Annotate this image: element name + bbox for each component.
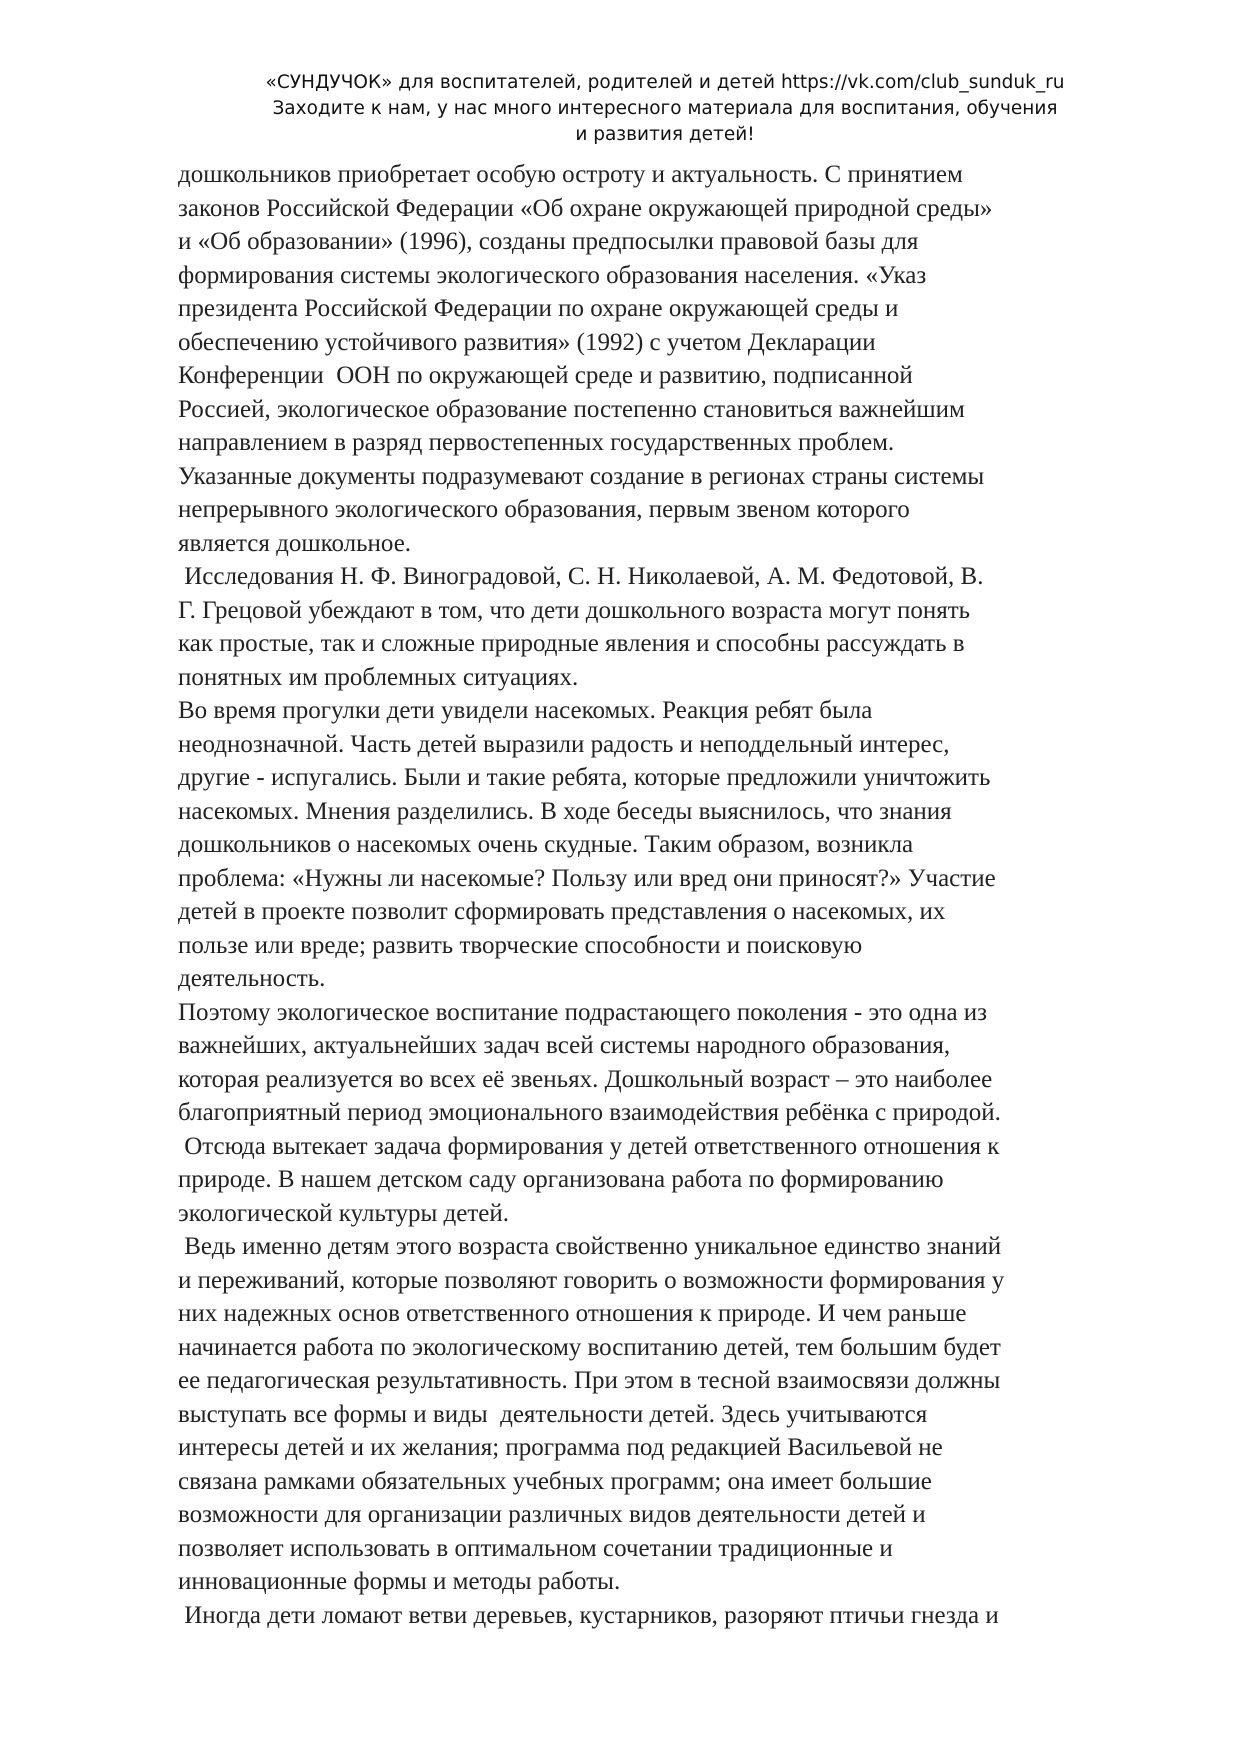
text-line: них надежных основ ответственного отношения к природе. И чем раньше bbox=[178, 1300, 967, 1327]
text-line: другие - испугались. Были и такие ребята, которые предложили уничтожить bbox=[178, 764, 991, 791]
text-line: и переживаний, которые позволяют говорить о возможности формирования у bbox=[178, 1266, 1005, 1294]
text-line: Г. Грецовой убеждают в том, что дети дошкольного возраста могут понять bbox=[178, 596, 971, 624]
text-line: детей в проекте позволит сформировать представления о насекомых, их bbox=[178, 898, 946, 925]
header-line-2: Заходите к нам, у нас много интересного материала для воспитания, обучения bbox=[272, 98, 1058, 119]
text-line: является дошкольное. bbox=[178, 529, 412, 557]
text-line: президента Российской Федерации по охране окружающей среды и bbox=[178, 295, 899, 322]
text-line: Иногда дети ломают ветви деревьев, кустарников, разоряют птичьи гнезда и bbox=[178, 1601, 999, 1629]
text-line: Поэтому экологическое воспитание подрастающего поколения - это одна из bbox=[178, 998, 988, 1026]
text-line: Указанные документы подразумевают создание в регионах страны системы bbox=[178, 462, 985, 490]
text-line: благоприятный период эмоционального взаимодействия ребёнка с природой. bbox=[178, 1099, 1001, 1126]
text-line: Отсюда вытекает задача формирования у детей ответственного отношения к bbox=[178, 1132, 1000, 1160]
text-line: обеспечению устойчивого развития» (1992) с учетом Декларации bbox=[178, 328, 876, 356]
text-line: выступать все формы и виды деятельности детей. Здесь учитываются bbox=[178, 1400, 928, 1428]
header-line-3: и развития детей! bbox=[575, 124, 755, 145]
text-line: пользе или вреде; развить творческие способности и поисковую bbox=[178, 931, 863, 959]
text-line: связана рамками обязательных учебных программ; она имеет большие bbox=[178, 1467, 932, 1495]
text-line: позволяет использовать в оптимальном сочетании традиционные и bbox=[178, 1534, 893, 1562]
text-line: возможности для организации различных видов деятельности детей и bbox=[178, 1501, 926, 1528]
text-line: направлением в разряд первостепенных государственных проблем. bbox=[178, 429, 895, 456]
text-line: насекомых. Мнения разделились. В ходе беседы выяснилось, что знания bbox=[178, 797, 952, 825]
text-line: важнейших, актуальнейших задач всей системы народного образования, bbox=[178, 1032, 951, 1059]
text-line: Ведь именно детям этого возраста свойственно уникальное единство знаний bbox=[178, 1233, 1002, 1260]
page-header bbox=[230, 70, 1100, 148]
text-line: дошкольников о насекомых очень скудные. Таким образом, возникла bbox=[178, 831, 914, 858]
text-line: непрерывного экологического образования, первым звеном которого bbox=[178, 496, 910, 523]
text-line: понятных им проблемных ситуациях. bbox=[178, 663, 579, 691]
text-line: Конференции ООН по окружающей среде и развитию, подписанной bbox=[178, 362, 913, 389]
text-line: деятельность. bbox=[178, 965, 326, 992]
text-line: и «Об образовании» (1996), созданы предпосылки правовой базы для bbox=[178, 228, 919, 255]
header-line-1: «СУНДУЧОК» для воспитателей, родителей и детей https://vk.com/club_sunduk_ru bbox=[265, 72, 1065, 93]
text-line: природе. В нашем детском саду организована работа по формированию bbox=[178, 1166, 944, 1193]
text-line: как простые, так и сложные природные явления и способны рассуждать в bbox=[178, 630, 965, 657]
text-line: Исследования Н. Ф. Виноградовой, С. Н. Николаевой, А. М. Федотовой, В. bbox=[178, 563, 984, 590]
text-line: экологической культуры детей. bbox=[178, 1199, 510, 1227]
text-line: интересы детей и их желания; программа под редакцией Васильевой не bbox=[178, 1434, 943, 1461]
text-line: инновационные формы и методы работы. bbox=[178, 1568, 621, 1595]
text-line: Во время прогулки дети увидели насекомых. Реакция ребят была bbox=[178, 697, 873, 724]
text-line: законов Российской Федерации «Об охране окружающей природной среды» bbox=[178, 194, 993, 222]
text-line: начинается работа по экологическому воспитанию детей, тем большим будет bbox=[178, 1333, 1001, 1361]
text-line: неоднозначной. Часть детей выразили радость и неподдельный интерес, bbox=[178, 730, 950, 758]
text-line: дошкольников приобретает особую остроту и актуальность. С принятием bbox=[178, 161, 963, 188]
text-line: проблема: «Нужны ли насекомые? Пользу или вред они приносят?» Участие bbox=[178, 864, 996, 892]
text-line: ее педагогическая результативность. При этом в тесной взаимосвязи должны bbox=[178, 1367, 1001, 1394]
text-line: формирования системы экологического образования населения. «Указ bbox=[178, 261, 927, 289]
text-line: Россией, экологическое образование постепенно становиться важнейшим bbox=[178, 395, 965, 423]
text-line: которая реализуется во всех её звеньях. Дошкольный возраст – это наиболее bbox=[178, 1065, 993, 1093]
body-text bbox=[178, 158, 1178, 1632]
